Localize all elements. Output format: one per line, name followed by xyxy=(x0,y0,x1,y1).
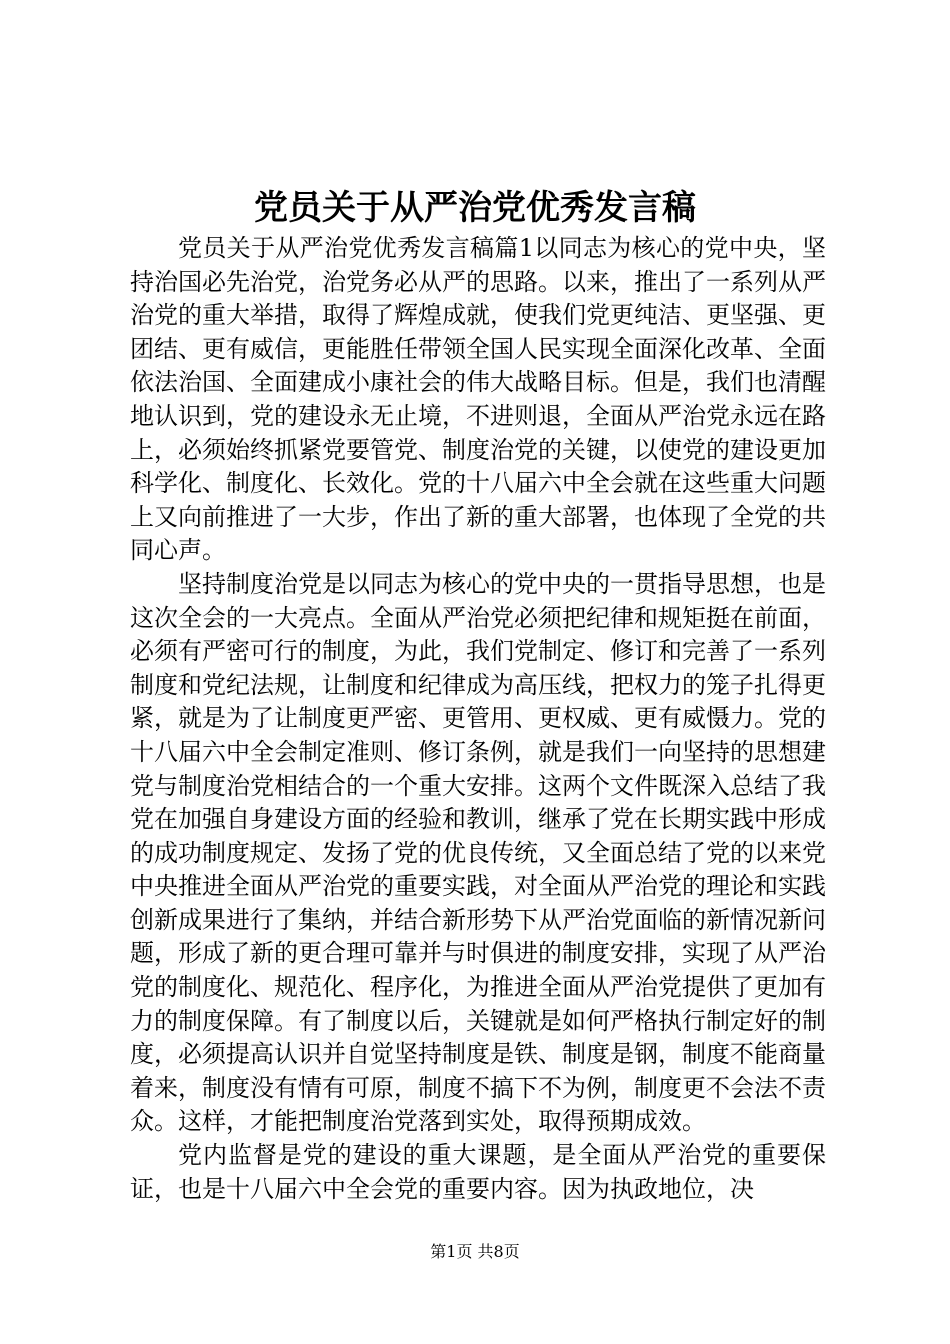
paragraph: 党内监督是党的建设的重大课题，是全面从严治党的重要保证，也是十八届六中全会党的重要内容。因为执政地位，决 xyxy=(130,1141,826,1203)
document-body xyxy=(130,232,826,1206)
page-number: 第1页 共8页 xyxy=(430,1242,520,1261)
paragraph: 党员关于从严治党优秀发言稿篇1以同志为核心的党中央，坚持治国必先治党，治党务必从严的思路。以来，推出了一系列从严治党的重大举措，取得了辉煌成就，使我们党更纯洁、更坚强、更团结、更有威信，更能胜任带领全国人民实现全面深化改革、全面依法治国、全面建成小康社会的伟大战略目标。但是，我们也清醒地认识到，党的建设永无止境，不进则退，全面从严治党永远在路上，必须始终抓紧党要管党、制度治党的关键，以使党的建设更加科学化、制度化、长效化。党的十八届六中全会就在这些重大问题上又向前推进了一大步，作出了新的重大部署，也体现了全党的共同心声。 xyxy=(130,234,826,565)
document-title: 党员关于从严治党优秀发言稿 xyxy=(254,188,696,228)
paragraph: 坚持制度治党是以同志为核心的党中央的一贯指导思想，也是这次全会的一大亮点。全面从严治党必须把纪律和规矩挺在前面，必须有严密可行的制度，为此，我们党制定、修订和完善了一系列制度和党纪法规，让制度和纪律成为高压线，把权力的笼子扎得更紧，就是为了让制度更严密、更管用、更权威、更有威慑力。党的十八届六中全会制定准则、修订条例，就是我们一向坚持的思想建党与制度治党相结合的一个重大安排。这两个文件既深入总结了我党在加强自身建设方面的经验和教训，继承了党在长期实践中形成的成功制度规定、发扬了党的优良传统，又全面总结了党的以来党中央推进全面从严治党的重要实践，对全面从严治党的理论和实践创新成果进行了集纳，并结合新形势下从严治党面临的新情况新问题，形成了新的更合理可靠并与时俱进的制度安排，实现了从严治党的制度化、规范化、程序化，为推进全面从严治党提供了更加有力的制度保障。有了制度以后，关键就是如何严格执行制定好的制度，必须提高认识并自觉坚持制度是铁、制度是钢，制度不能商量着来，制度没有情有可原，制度不搞下不为例，制度更不会法不责众。这样，才能把制度治党落到实处，取得预期成效。 xyxy=(130,569,826,1136)
